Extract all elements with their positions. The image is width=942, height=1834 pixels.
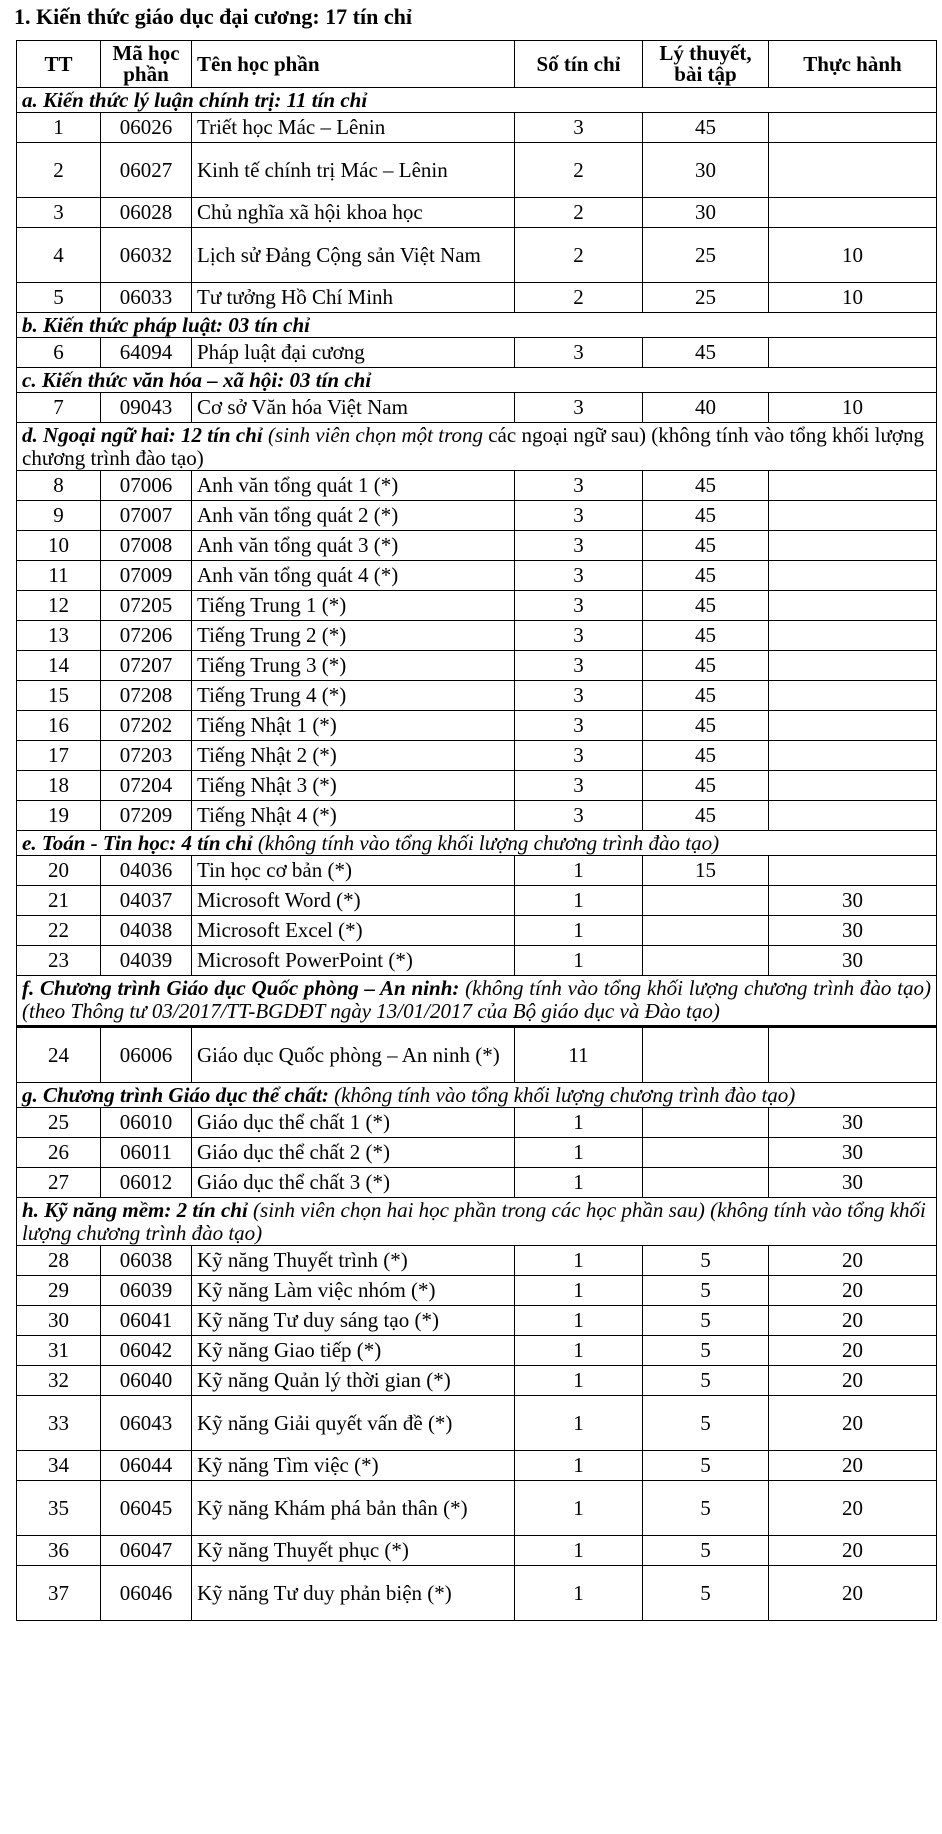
cell-theory: 5	[643, 1536, 769, 1566]
cell-theory: 45	[643, 711, 769, 741]
table-row	[17, 1306, 937, 1336]
cell-code: 07008	[101, 531, 192, 561]
cell-theory: 45	[643, 591, 769, 621]
cell-code: 06012	[101, 1168, 192, 1198]
table-row	[17, 1536, 937, 1566]
cell-theory: 5	[643, 1366, 769, 1396]
cell-name: Kỹ năng Thuyết trình (*)	[192, 1246, 515, 1276]
table-row	[17, 1366, 937, 1396]
cell-code: 06045	[101, 1481, 192, 1536]
cell-practice	[769, 621, 937, 651]
cell-credits: 1	[515, 1366, 643, 1396]
cell-name: Giáo dục thể chất 3 (*)	[192, 1168, 515, 1198]
cell-practice: 20	[769, 1246, 937, 1276]
cell-tt: 23	[17, 946, 101, 976]
cell-credits: 3	[515, 801, 643, 831]
cell-credits: 1	[515, 1336, 643, 1366]
cell-code: 07208	[101, 681, 192, 711]
cell-name: Pháp luật đại cương	[192, 338, 515, 368]
table-row	[17, 1276, 937, 1306]
cell-theory: 5	[643, 1481, 769, 1536]
section-title-h	[17, 1198, 937, 1246]
cell-theory: 45	[643, 771, 769, 801]
cell-practice	[769, 741, 937, 771]
cell-name: Giáo dục thể chất 1 (*)	[192, 1108, 515, 1138]
cell-theory: 25	[643, 228, 769, 283]
cell-practice	[769, 561, 937, 591]
cell-theory	[643, 946, 769, 976]
cell-code: 06044	[101, 1451, 192, 1481]
cell-practice: 30	[769, 1138, 937, 1168]
cell-code: 06039	[101, 1276, 192, 1306]
section-header-row-d	[17, 423, 937, 471]
table-row	[17, 771, 937, 801]
cell-credits: 3	[515, 681, 643, 711]
cell-tt: 36	[17, 1536, 101, 1566]
cell-name: Kỹ năng Giải quyết vấn đề (*)	[192, 1396, 515, 1451]
section-title-d	[17, 423, 937, 471]
cell-credits: 1	[515, 946, 643, 976]
cell-theory: 5	[643, 1276, 769, 1306]
section-note-italic: (sinh viên chọn hai học phần trong các học phần sau) (không tính vào tổng khối lượng chương trình đào tạo)	[22, 1198, 926, 1245]
cell-tt: 3	[17, 198, 101, 228]
cell-tt: 14	[17, 651, 101, 681]
cell-name: Chủ nghĩa xã hội khoa học	[192, 198, 515, 228]
cell-practice	[769, 471, 937, 501]
table-row	[17, 1246, 937, 1276]
cell-practice	[769, 113, 937, 143]
cell-practice: 30	[769, 1168, 937, 1198]
table-row	[17, 501, 937, 531]
cell-theory	[643, 1168, 769, 1198]
cell-tt: 29	[17, 1276, 101, 1306]
cell-credits: 1	[515, 886, 643, 916]
cell-tt: 16	[17, 711, 101, 741]
cell-practice: 20	[769, 1336, 937, 1366]
cell-name: Kỹ năng Tư duy sáng tạo (*)	[192, 1306, 515, 1336]
cell-practice: 30	[769, 1108, 937, 1138]
table-row	[17, 198, 937, 228]
cell-tt: 22	[17, 916, 101, 946]
cell-name: Anh văn tổng quát 4 (*)	[192, 561, 515, 591]
cell-name: Microsoft Excel (*)	[192, 916, 515, 946]
cell-theory: 45	[643, 741, 769, 771]
cell-practice: 20	[769, 1566, 937, 1621]
cell-practice	[769, 591, 937, 621]
cell-name: Kỹ năng Quản lý thời gian (*)	[192, 1366, 515, 1396]
cell-credits: 3	[515, 501, 643, 531]
cell-code: 07205	[101, 591, 192, 621]
cell-credits: 2	[515, 198, 643, 228]
cell-tt: 7	[17, 393, 101, 423]
table-row	[17, 856, 937, 886]
cell-credits: 1	[515, 856, 643, 886]
column-header-name: Tên học phần	[192, 41, 515, 88]
table-row	[17, 886, 937, 916]
cell-tt: 1	[17, 113, 101, 143]
cell-practice	[769, 501, 937, 531]
section-header-row-f	[17, 976, 937, 1027]
cell-credits: 1	[515, 1138, 643, 1168]
cell-practice: 30	[769, 946, 937, 976]
table-row	[17, 393, 937, 423]
column-header-practice: Thực hành	[769, 41, 937, 88]
cell-practice	[769, 651, 937, 681]
cell-theory: 45	[643, 681, 769, 711]
cell-credits: 3	[515, 531, 643, 561]
cell-credits: 1	[515, 1566, 643, 1621]
section-title-b	[17, 313, 937, 338]
table-row	[17, 1336, 937, 1366]
cell-theory	[643, 1138, 769, 1168]
cell-code: 09043	[101, 393, 192, 423]
cell-tt: 27	[17, 1168, 101, 1198]
table-row	[17, 681, 937, 711]
section-title-text: g. Chương trình Giáo dục thể chất:	[22, 1083, 329, 1107]
cell-code: 07207	[101, 651, 192, 681]
table-row	[17, 1168, 937, 1198]
cell-name: Giáo dục Quốc phòng – An ninh (*)	[192, 1027, 515, 1083]
section-note-italic: (không tính vào tổng khối lượng chương trình đào tạo)	[328, 1083, 796, 1107]
cell-tt: 32	[17, 1366, 101, 1396]
cell-tt: 18	[17, 771, 101, 801]
cell-theory: 30	[643, 143, 769, 198]
cell-tt: 4	[17, 228, 101, 283]
section-title-f	[17, 976, 937, 1027]
cell-credits: 1	[515, 1246, 643, 1276]
cell-credits: 1	[515, 1108, 643, 1138]
page-heading: 1. Kiến thức giáo dục đại cương: 17 tín chỉ	[14, 4, 412, 29]
cell-tt: 33	[17, 1396, 101, 1451]
cell-name: Triết học Mác – Lênin	[192, 113, 515, 143]
section-note-italic: (sinh viên chọn một trong	[262, 423, 483, 447]
cell-credits: 3	[515, 561, 643, 591]
table-row	[17, 946, 937, 976]
cell-practice	[769, 1027, 937, 1083]
section-header-row-c	[17, 368, 937, 393]
cell-practice	[769, 771, 937, 801]
cell-name: Tiếng Trung 2 (*)	[192, 621, 515, 651]
cell-credits: 3	[515, 771, 643, 801]
cell-name: Tiếng Nhật 4 (*)	[192, 801, 515, 831]
table-row	[17, 711, 937, 741]
cell-name: Tin học cơ bản (*)	[192, 856, 515, 886]
cell-tt: 34	[17, 1451, 101, 1481]
table-row	[17, 228, 937, 283]
cell-tt: 9	[17, 501, 101, 531]
cell-theory: 45	[643, 801, 769, 831]
cell-practice: 20	[769, 1396, 937, 1451]
cell-theory: 5	[643, 1396, 769, 1451]
cell-tt: 28	[17, 1246, 101, 1276]
section-title-text: f. Chương trình Giáo dục Quốc phòng – An ninh:	[22, 976, 460, 1000]
cell-tt: 10	[17, 531, 101, 561]
cell-credits: 1	[515, 1536, 643, 1566]
section-note: các ngoại ngữ sau) (không tính vào tổng khối lượng chương trình đào tạo)	[22, 423, 924, 470]
cell-tt: 11	[17, 561, 101, 591]
cell-credits: 2	[515, 283, 643, 313]
section-title-text: c. Kiến thức văn hóa – xã hội: 03 tín chỉ	[22, 368, 372, 392]
cell-practice: 20	[769, 1536, 937, 1566]
cell-tt: 8	[17, 471, 101, 501]
table-row	[17, 621, 937, 651]
cell-credits: 3	[515, 113, 643, 143]
cell-credits: 3	[515, 651, 643, 681]
cell-practice	[769, 711, 937, 741]
cell-theory: 5	[643, 1306, 769, 1336]
table-row	[17, 916, 937, 946]
cell-code: 06047	[101, 1536, 192, 1566]
cell-code: 06028	[101, 198, 192, 228]
section-title-text: h. Kỹ năng mềm: 2 tín chỉ	[22, 1198, 248, 1222]
cell-code: 06006	[101, 1027, 192, 1083]
cell-name: Tiếng Trung 4 (*)	[192, 681, 515, 711]
cell-practice: 10	[769, 393, 937, 423]
cell-code: 06033	[101, 283, 192, 313]
section-title-c	[17, 368, 937, 393]
cell-tt: 35	[17, 1481, 101, 1536]
cell-credits: 1	[515, 916, 643, 946]
cell-name: Kỹ năng Khám phá bản thân (*)	[192, 1481, 515, 1536]
table-row	[17, 1108, 937, 1138]
table-row	[17, 1027, 937, 1083]
table-row	[17, 561, 937, 591]
cell-code: 07206	[101, 621, 192, 651]
course-table	[16, 40, 937, 1621]
cell-tt: 5	[17, 283, 101, 313]
cell-tt: 17	[17, 741, 101, 771]
cell-code: 07009	[101, 561, 192, 591]
cell-tt: 2	[17, 143, 101, 198]
section-note-italic: (không tính vào tổng khối lượng chương trình đào tạo)	[252, 831, 720, 855]
cell-theory	[643, 886, 769, 916]
table-row	[17, 338, 937, 368]
cell-theory: 5	[643, 1246, 769, 1276]
column-header-code: Mã học phần	[101, 41, 192, 88]
cell-tt: 13	[17, 621, 101, 651]
table-body	[17, 88, 937, 1621]
cell-theory: 45	[643, 471, 769, 501]
table-row	[17, 471, 937, 501]
cell-credits: 11	[515, 1027, 643, 1083]
table-row	[17, 283, 937, 313]
cell-name: Kỹ năng Làm việc nhóm (*)	[192, 1276, 515, 1306]
cell-credits: 3	[515, 471, 643, 501]
cell-tt: 25	[17, 1108, 101, 1138]
cell-credits: 1	[515, 1276, 643, 1306]
cell-practice: 10	[769, 228, 937, 283]
table-header-row	[17, 41, 937, 88]
cell-credits: 3	[515, 393, 643, 423]
cell-theory: 5	[643, 1566, 769, 1621]
cell-practice	[769, 856, 937, 886]
cell-name: Microsoft PowerPoint (*)	[192, 946, 515, 976]
table-row	[17, 591, 937, 621]
table-row	[17, 1566, 937, 1621]
cell-credits: 2	[515, 143, 643, 198]
cell-credits: 1	[515, 1168, 643, 1198]
cell-code: 07202	[101, 711, 192, 741]
cell-code: 04038	[101, 916, 192, 946]
cell-tt: 19	[17, 801, 101, 831]
cell-code: 04036	[101, 856, 192, 886]
cell-practice	[769, 801, 937, 831]
cell-name: Kỹ năng Tìm việc (*)	[192, 1451, 515, 1481]
section-header-row-g	[17, 1083, 937, 1108]
cell-credits: 3	[515, 621, 643, 651]
cell-theory: 30	[643, 198, 769, 228]
section-header-row-e	[17, 831, 937, 856]
cell-practice: 30	[769, 886, 937, 916]
cell-code: 06046	[101, 1566, 192, 1621]
cell-credits: 1	[515, 1396, 643, 1451]
section-title-text: d. Ngoại ngữ hai: 12 tín chỉ	[22, 423, 263, 447]
cell-name: Tư tưởng Hồ Chí Minh	[192, 283, 515, 313]
cell-practice: 20	[769, 1451, 937, 1481]
cell-theory: 45	[643, 338, 769, 368]
cell-code: 07203	[101, 741, 192, 771]
cell-theory	[643, 916, 769, 946]
cell-credits: 1	[515, 1451, 643, 1481]
cell-theory: 5	[643, 1336, 769, 1366]
cell-code: 07209	[101, 801, 192, 831]
cell-theory: 5	[643, 1451, 769, 1481]
cell-name: Tiếng Nhật 3 (*)	[192, 771, 515, 801]
cell-credits: 3	[515, 591, 643, 621]
cell-tt: 30	[17, 1306, 101, 1336]
cell-code: 06010	[101, 1108, 192, 1138]
cell-theory: 45	[643, 113, 769, 143]
cell-theory: 45	[643, 501, 769, 531]
table-row	[17, 1451, 937, 1481]
cell-name: Kỹ năng Thuyết phục (*)	[192, 1536, 515, 1566]
cell-practice	[769, 531, 937, 561]
cell-code: 06040	[101, 1366, 192, 1396]
cell-theory: 15	[643, 856, 769, 886]
table-row	[17, 801, 937, 831]
table-row	[17, 1138, 937, 1168]
table-row	[17, 651, 937, 681]
cell-tt: 12	[17, 591, 101, 621]
cell-theory: 45	[643, 531, 769, 561]
cell-code: 06041	[101, 1306, 192, 1336]
cell-code: 04037	[101, 886, 192, 916]
cell-name: Anh văn tổng quát 2 (*)	[192, 501, 515, 531]
cell-practice: 20	[769, 1481, 937, 1536]
cell-practice	[769, 681, 937, 711]
section-title-a	[17, 88, 937, 113]
cell-practice	[769, 198, 937, 228]
cell-theory	[643, 1027, 769, 1083]
cell-credits: 1	[515, 1306, 643, 1336]
table-row	[17, 143, 937, 198]
cell-code: 06026	[101, 113, 192, 143]
cell-code: 07006	[101, 471, 192, 501]
cell-practice	[769, 143, 937, 198]
cell-tt: 26	[17, 1138, 101, 1168]
cell-practice: 20	[769, 1306, 937, 1336]
cell-practice: 20	[769, 1276, 937, 1306]
cell-practice: 30	[769, 916, 937, 946]
cell-code: 06043	[101, 1396, 192, 1451]
cell-code: 04039	[101, 946, 192, 976]
cell-name: Anh văn tổng quát 3 (*)	[192, 531, 515, 561]
cell-name: Tiếng Trung 1 (*)	[192, 591, 515, 621]
table-row	[17, 1481, 937, 1536]
column-header-credits: Số tín chỉ	[515, 41, 643, 88]
cell-code: 06011	[101, 1138, 192, 1168]
cell-code: 07007	[101, 501, 192, 531]
cell-credits: 3	[515, 741, 643, 771]
cell-theory: 40	[643, 393, 769, 423]
cell-tt: 37	[17, 1566, 101, 1621]
section-title-g	[17, 1083, 937, 1108]
cell-code: 06038	[101, 1246, 192, 1276]
cell-tt: 20	[17, 856, 101, 886]
cell-credits: 3	[515, 338, 643, 368]
section-title-text: e. Toán - Tin học: 4 tín chỉ	[22, 831, 253, 855]
table-row	[17, 113, 937, 143]
section-header-row-b	[17, 313, 937, 338]
cell-code: 06032	[101, 228, 192, 283]
cell-credits: 1	[515, 1481, 643, 1536]
section-title-text: b. Kiến thức pháp luật: 03 tín chỉ	[22, 313, 310, 337]
cell-code: 64094	[101, 338, 192, 368]
section-note-italic: (không tính vào tổng khối lượng chương trình đào tạo) (theo Thông tư 03/2017/TT-BGDĐT ngày 13/01/2017 của Bộ giáo dục và Đào tạo)	[22, 976, 931, 1023]
cell-theory: 25	[643, 283, 769, 313]
cell-theory: 45	[643, 621, 769, 651]
cell-name: Lịch sử Đảng Cộng sản Việt Nam	[192, 228, 515, 283]
section-title-e	[17, 831, 937, 856]
cell-name: Kinh tế chính trị Mác – Lênin	[192, 143, 515, 198]
cell-tt: 15	[17, 681, 101, 711]
cell-tt: 31	[17, 1336, 101, 1366]
cell-name: Tiếng Nhật 2 (*)	[192, 741, 515, 771]
section-title-text: a. Kiến thức lý luận chính trị: 11 tín chỉ	[22, 88, 368, 112]
cell-tt: 6	[17, 338, 101, 368]
cell-name: Cơ sở Văn hóa Việt Nam	[192, 393, 515, 423]
cell-name: Giáo dục thể chất 2 (*)	[192, 1138, 515, 1168]
cell-name: Microsoft Word (*)	[192, 886, 515, 916]
cell-name: Kỹ năng Tư duy phản biện (*)	[192, 1566, 515, 1621]
column-header-theory: Lý thuyết, bài tập	[643, 41, 769, 88]
table-row	[17, 1396, 937, 1451]
cell-name: Anh văn tổng quát 1 (*)	[192, 471, 515, 501]
cell-name: Tiếng Nhật 1 (*)	[192, 711, 515, 741]
table-row	[17, 741, 937, 771]
cell-tt: 21	[17, 886, 101, 916]
cell-theory: 45	[643, 561, 769, 591]
cell-tt: 24	[17, 1027, 101, 1083]
cell-practice: 20	[769, 1366, 937, 1396]
section-header-row-a	[17, 88, 937, 113]
column-header-tt: TT	[17, 41, 101, 88]
table-row	[17, 531, 937, 561]
cell-theory	[643, 1108, 769, 1138]
cell-code: 06027	[101, 143, 192, 198]
cell-name: Kỹ năng Giao tiếp (*)	[192, 1336, 515, 1366]
cell-theory: 45	[643, 651, 769, 681]
section-header-row-h	[17, 1198, 937, 1246]
cell-code: 06042	[101, 1336, 192, 1366]
cell-code: 07204	[101, 771, 192, 801]
cell-practice: 10	[769, 283, 937, 313]
cell-credits: 3	[515, 711, 643, 741]
cell-practice	[769, 338, 937, 368]
cell-name: Tiếng Trung 3 (*)	[192, 651, 515, 681]
cell-credits: 2	[515, 228, 643, 283]
